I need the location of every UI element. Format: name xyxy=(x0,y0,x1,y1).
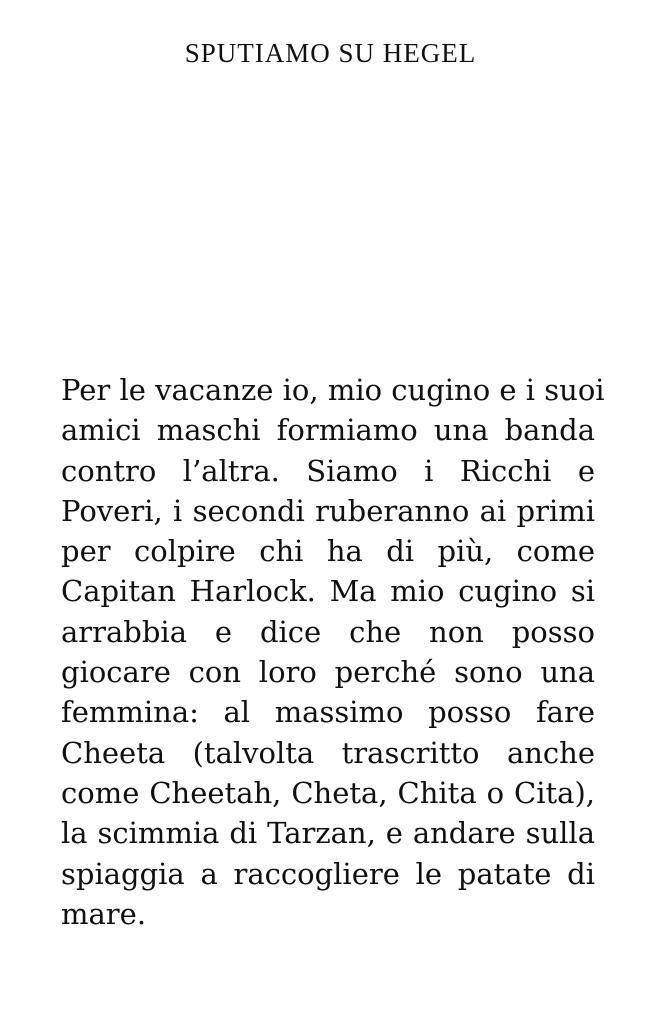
paragraph-line: arrabbia e dice che non posso xyxy=(61,614,595,649)
paragraph-line: per colpire chi ha di più, come xyxy=(61,534,595,569)
paragraph-line: contro l’altra. Siamo i Ricchi e xyxy=(61,453,595,488)
paragraph-line: Capitan Harlock. Ma mio cugino si xyxy=(61,574,595,609)
paragraph-line: Per le vacanze io, mio cugino e i suoi xyxy=(61,373,605,407)
running-header: SPUTIAMO SU HEGEL xyxy=(184,38,477,68)
paragraph-line: femmina: al massimo posso fare xyxy=(61,695,595,730)
paragraph-line: mare. xyxy=(61,896,147,931)
paragraph-line: giocare con loro perché sono una xyxy=(61,655,595,690)
body-paragraph xyxy=(61,370,605,934)
paragraph-line: Cheeta (talvolta trascritto anche xyxy=(61,735,595,770)
paragraph-line: amici maschi formiamo una banda xyxy=(61,413,595,448)
paragraph-line: la scimmia di Tarzan, e andare sulla xyxy=(61,816,595,851)
paragraph-line: come Cheetah, Cheta, Chita o Cita), xyxy=(61,775,595,810)
paragraph-line: spiaggia a raccogliere le patate di xyxy=(61,856,595,891)
paragraph-line: Poveri, i secondi ruberanno ai primi xyxy=(61,493,595,528)
